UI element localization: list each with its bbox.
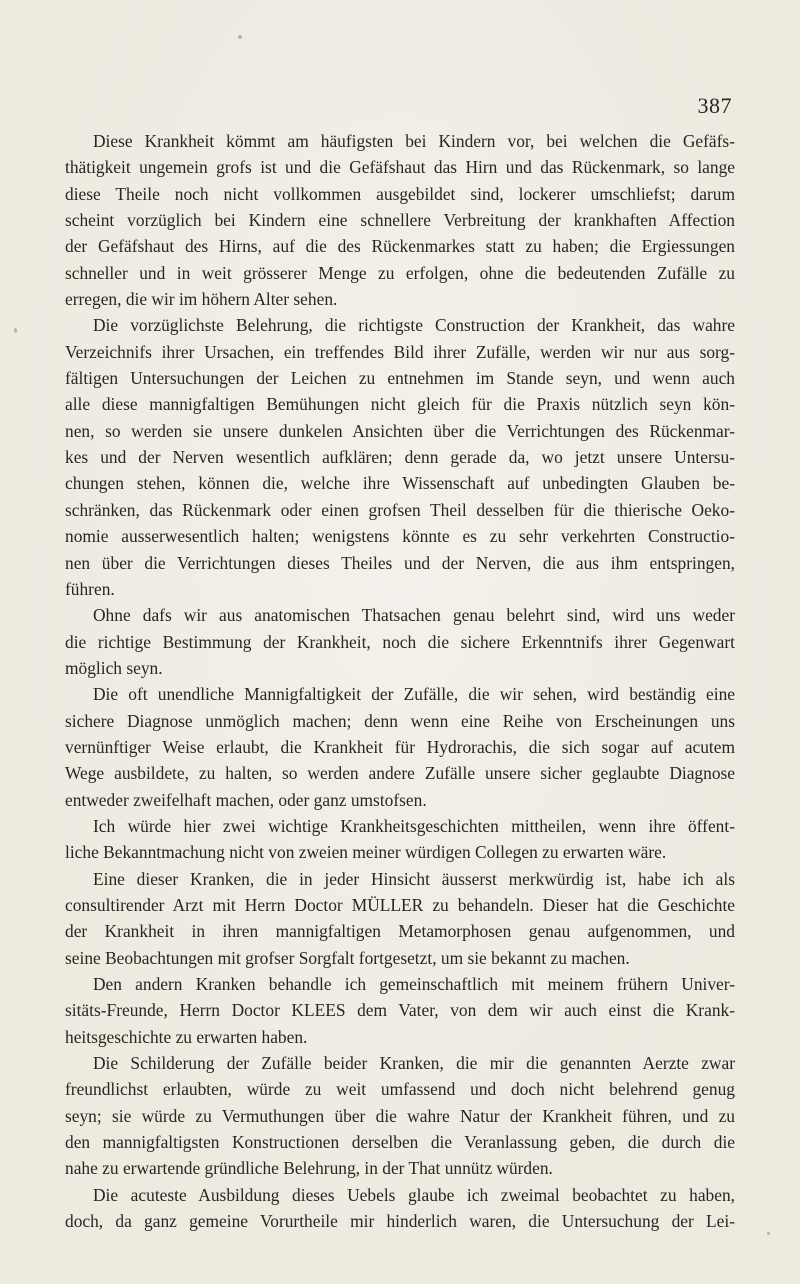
text-line: möglich seyn. — [65, 657, 163, 678]
text-line: freundlichst erlaubten, würde zu weit umfassend und doch nicht belehrend genug — [65, 1079, 735, 1100]
text-line: vernünftiger Weise erlaubt, die Krankheit für Hydrorachis, die sich sogar auf acutem — [65, 736, 735, 757]
body-text — [65, 128, 735, 1234]
text-line: chungen stehen, können die, welche ihre Wissenschaft auf unbedingten Glauben be- — [65, 473, 735, 494]
text-line: Die acuteste Ausbildung dieses Uebels glaube ich zweimal beobachtet zu haben, — [93, 1184, 735, 1205]
text-line: der Gefäfshaut des Hirns, auf die des Rückenmarkes statt zu haben; die Ergiessungen — [65, 236, 735, 257]
text-line: schneller und in weit grösserer Menge zu erfolgen, ohne die bedeutenden Zufälle zu — [65, 262, 735, 283]
text-line: Eine dieser Kranken, die in jeder Hinsicht äusserst merkwürdig ist, habe ich als — [93, 868, 735, 889]
text-line: fältigen Untersuchungen der Leichen zu entnehmen im Stande seyn, und wenn auch — [65, 368, 735, 389]
text-line: nahe zu erwartende gründliche Belehrung, in der That unnütz würden. — [65, 1158, 553, 1179]
paper-speck — [14, 328, 17, 333]
text-line: nomie ausserwesentlich halten; wenigstens könnte es zu sehr verkehrten Constructio- — [65, 526, 735, 547]
text-line: Die oft unendliche Mannigfaltigkeit der Zufälle, die wir sehen, wird beständig eine — [93, 684, 735, 705]
text-line: Ich würde hier zwei wichtige Krankheitsgeschichten mittheilen, wenn ihre öffent- — [93, 815, 735, 836]
paper-speck — [238, 35, 242, 39]
text-line: seine Beobachtungen mit grofser Sorgfalt fortgesetzt, um sie bekannt zu machen. — [65, 947, 630, 968]
text-line: Die Schilderung der Zufälle beider Kranken, die mir die genannten Aerzte zwar — [93, 1053, 735, 1074]
text-line: führen. — [65, 578, 115, 599]
text-line: sitäts-Freunde, Herrn Doctor KLEES dem Vater, von dem wir auch einst die Krank- — [65, 1000, 735, 1021]
page-number: 387 — [697, 93, 732, 118]
text-line: kes und der Nerven wesentlich aufklären; denn gerade da, wo jetzt unsere Untersu- — [65, 447, 735, 468]
text-line: seyn; sie würde zu Vermuthungen über die wahre Natur der Krankheit führen, und zu — [65, 1105, 735, 1126]
text-line: die richtige Bestimmung der Krankheit, noch die sichere Erkenntnifs ihrer Gegenwart — [65, 631, 735, 652]
text-line: scheint vorzüglich bei Kindern eine schnellere Verbreitung der krankhaften Affection — [65, 210, 735, 231]
text-line: diese Theile noch nicht vollkommen ausgebildet sind, lockerer umschliefst; darum — [65, 183, 735, 204]
text-line: sichere Diagnose unmöglich machen; denn wenn eine Reihe von Erscheinungen uns — [65, 710, 735, 731]
paper-speck — [767, 1232, 770, 1235]
text-line: consultirender Arzt mit Herrn Doctor MÜLLER zu behandeln. Dieser hat die Geschichte — [65, 894, 735, 915]
text-line: alle diese mannigfaltigen Bemühungen nicht gleich für die Praxis nützlich seyn kön- — [65, 394, 735, 415]
text-line: Diese Krankheit kömmt am häufigsten bei Kindern vor, bei welchen die Gefäfs- — [93, 131, 735, 151]
text-line: Ohne dafs wir aus anatomischen Thatsachen genau belehrt sind, wird uns weder — [93, 605, 735, 626]
text-line: heitsgeschichte zu erwarten haben. — [65, 1026, 308, 1047]
text-line: thätigkeit ungemein grofs ist und die Gefäfshaut das Hirn und das Rückenmark, so lange — [65, 157, 735, 178]
text-line: entweder zweifelhaft machen, oder ganz umstofsen. — [65, 789, 427, 810]
text-line: Den andern Kranken behandle ich gemeinschaftlich mit meinem frühern Univer- — [93, 974, 735, 994]
text-line: Die vorzüglichste Belehrung, die richtigste Construction der Krankheit, das wahre — [93, 315, 735, 336]
text-line: der Krankheit in ihren mannigfaltigen Metamorphosen genau aufgenommen, und — [65, 921, 735, 942]
text-line: erregen, die wir im höhern Alter sehen. — [65, 289, 338, 310]
text-line: nen über die Verrichtungen dieses Theiles und der Nerven, die aus ihm entspringen, — [65, 552, 735, 573]
text-line: schränken, das Rückenmark oder einen grofsen Theil desselben für die thierische Oeko- — [65, 499, 735, 520]
text-line: doch, da ganz gemeine Vorurtheile mir hinderlich waren, die Untersuchung der Lei- — [65, 1211, 735, 1232]
text-line: Wege ausbildete, zu halten, so werden andere Zufälle unsere sicher geglaubte Diagnose — [65, 763, 735, 784]
text-line: den mannigfaltigsten Konstructionen derselben die Veranlassung geben, die durch die — [65, 1132, 735, 1153]
text-line: liche Bekanntmachung nicht von zweien meiner würdigen Collegen zu erwarten wäre. — [65, 842, 667, 863]
text-line: Verzeichnifs ihrer Ursachen, ein treffendes Bild ihrer Zufälle, werden wir nur aus sorg- — [65, 341, 735, 362]
text-line: nen, so werden sie unsere dunkelen Ansichten über die Verrichtungen des Rückenmar- — [65, 420, 735, 441]
